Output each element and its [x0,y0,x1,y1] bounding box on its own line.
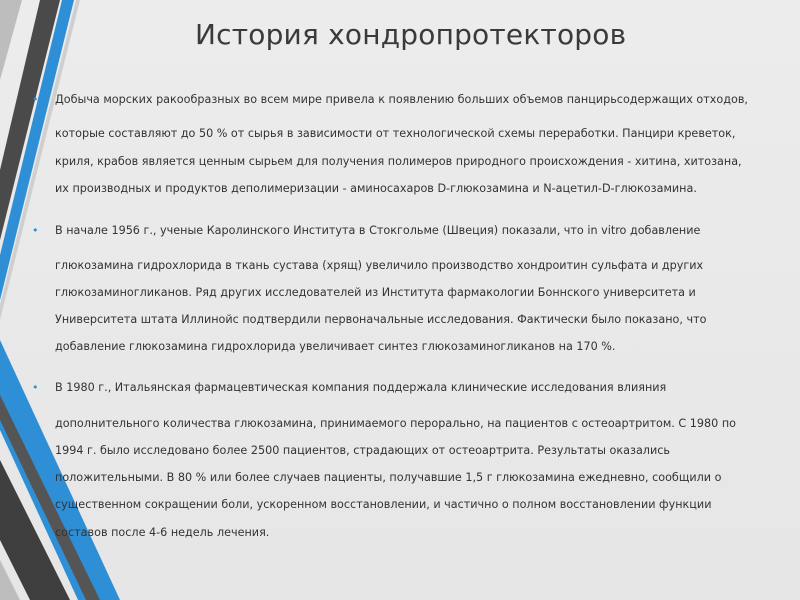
bullet-marker: • [32,381,39,394]
bullet-1-line-1: Добыча морских ракообразных во всем мире привела к появлению больших объемов панцирьсодержащих отходов, [55,93,748,106]
bullet-1-line-2: которые составляют до 50 % от сырья в зависимости от технологической схемы переработки. Панцири креветок, [55,127,736,140]
bullet-2-line-2: глюкозамина гидрохлорида в ткань сустава (хрящ) увеличило производство хондроитин сульфата и других [55,259,704,272]
bullet-2-line-1: В начале 1956 г., ученые Каролинского Института в Стокгольме (Швеция) показали, что in vitro добавление [55,224,701,237]
bullet-3-line-2: дополнительного количества глюкозамина, принимаемого перорально, на пациентов с остеоартритом. С 1980 по [55,417,736,430]
bullet-marker: • [32,224,39,237]
bullet-marker: • [32,93,39,106]
bullet-3-line-1: В 1980 г., Итальянская фармацевтическая компания поддержала клинические исследования влияния [55,381,667,394]
bullet-3-line-6: составов после 4-6 недель лечения. [55,526,270,539]
slide-body [30,0,780,600]
bullet-3-line-4: положительными. В 80 % или более случаев пациенты, получавшие 1,5 г глюкозамина ежедневно, сообщили о [55,471,722,484]
bullet-1-line-3: криля, крабов является ценным сырьем для получения полимеров природного происхождения - хитина, хитозана, [55,155,742,168]
bullet-2-line-3: глюкозаминогликанов. Ряд других исследователей из Института фармакологии Боннского университета и [55,286,696,299]
bullet-2-line-5: добавление глюкозамина гидрохлорида увеличивает синтез глюкозаминогликанов на 170 %. [55,340,616,353]
decor-stripe-light-top [0,0,22,80]
bullet-2-line-4: Университета штата Иллинойс подтвердили первоначальные исследования. Фактически было показано, что [55,313,707,326]
bullet-3-line-3: 1994 г. было исследовано более 2500 пациентов, страдающих от остеоартрита. Результаты оказались [55,444,670,457]
bullet-1-line-4: их производных и продуктов деполимеризации - аминосахаров D-глюкозамина и N-ацетил-D-глюкозамина. [55,182,697,195]
bullet-3-line-5: существенном сокращении боли, ускоренном восстановлении, и частично о полном восстановлении функции [55,498,712,511]
slide-title: История хондропротекторов [195,18,627,51]
